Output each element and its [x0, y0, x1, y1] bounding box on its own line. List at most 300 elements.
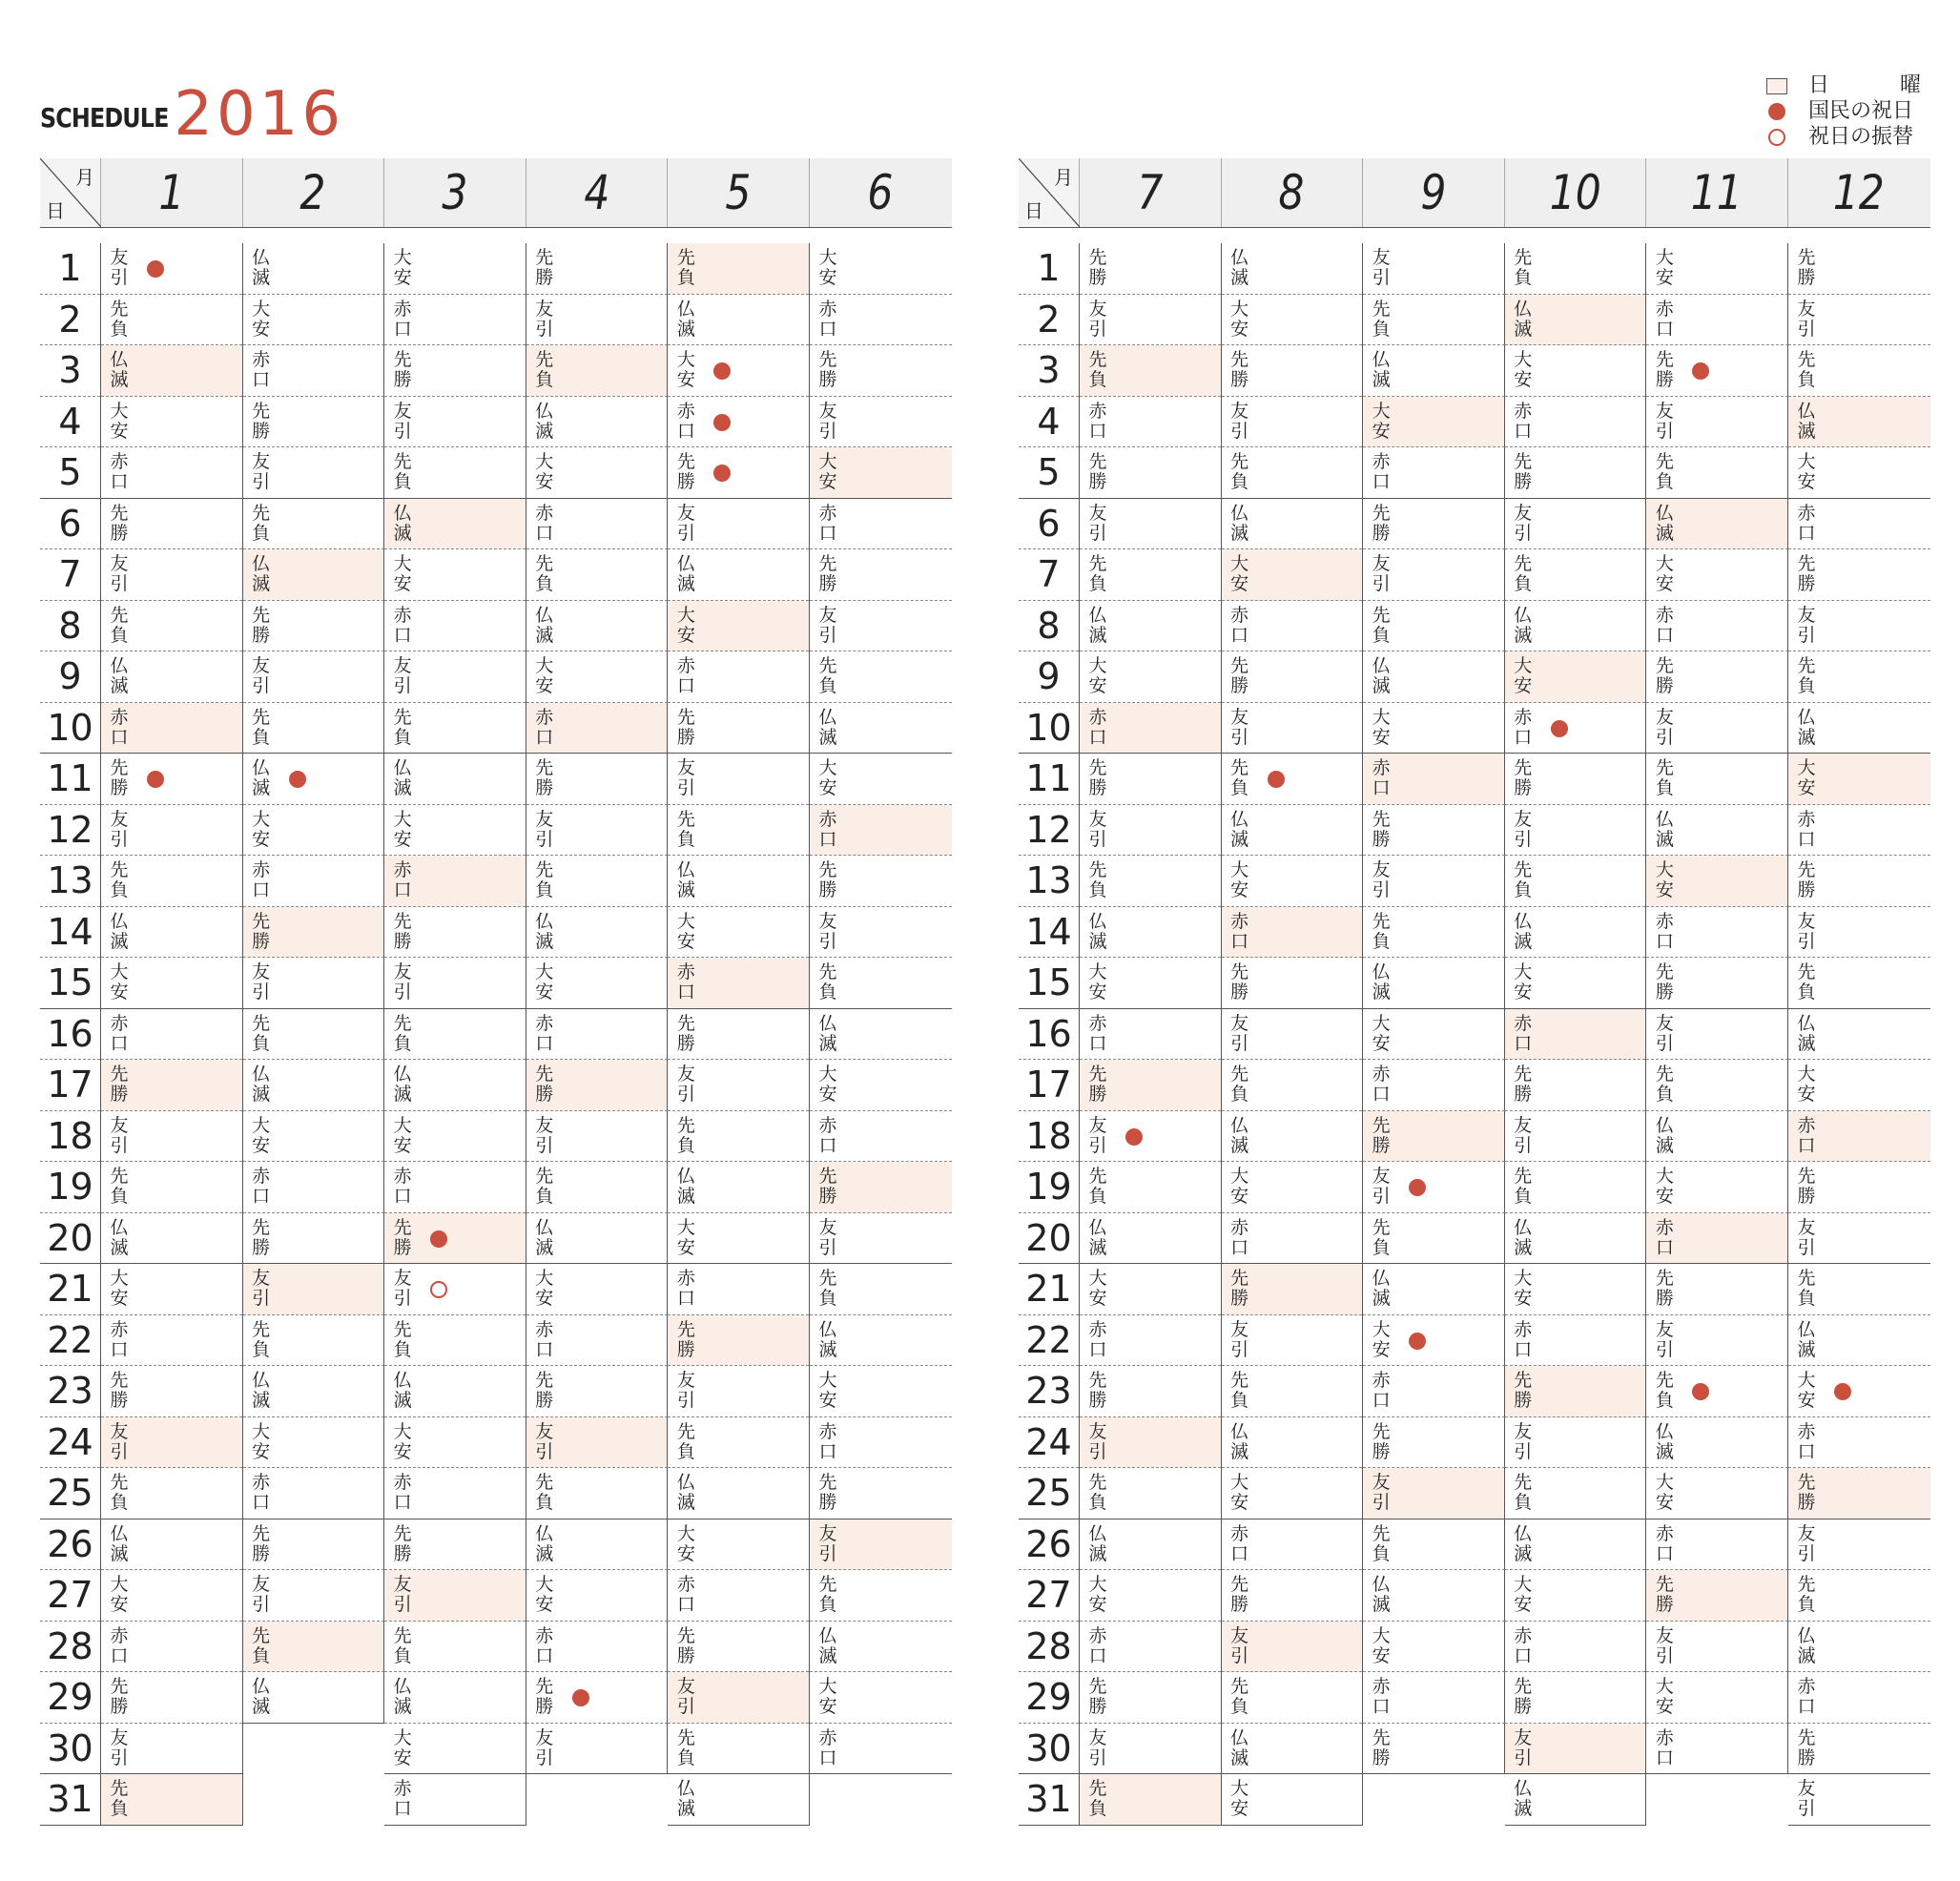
day-cell[interactable]	[810, 1417, 952, 1469]
day-cell[interactable]	[1505, 549, 1646, 601]
day-cell[interactable]	[1788, 1213, 1930, 1265]
day-cell[interactable]	[526, 958, 669, 1009]
day-cell[interactable]	[1222, 295, 1363, 346]
day-cell[interactable]	[1363, 1111, 1505, 1163]
day-cell[interactable]	[1788, 907, 1930, 959]
day-cell[interactable]	[1363, 499, 1505, 550]
day-cell[interactable]	[1646, 1519, 1788, 1571]
day-cell[interactable]	[1505, 1672, 1646, 1724]
day-cell[interactable]	[101, 1774, 242, 1826]
day-cell[interactable]	[1080, 397, 1221, 448]
day-cell[interactable]	[810, 1264, 952, 1315]
day-cell[interactable]	[1788, 1468, 1930, 1519]
day-cell[interactable]	[810, 1366, 952, 1417]
day-cell[interactable]	[101, 856, 242, 907]
day-cell[interactable]	[668, 1162, 809, 1213]
day-cell[interactable]	[526, 345, 669, 397]
day-cell[interactable]	[1080, 1519, 1221, 1571]
day-cell[interactable]	[526, 499, 669, 550]
day-cell[interactable]	[243, 397, 385, 448]
day-cell[interactable]	[1080, 499, 1221, 550]
day-cell[interactable]	[1505, 1315, 1646, 1367]
day-cell[interactable]	[1646, 1162, 1788, 1213]
day-cell[interactable]	[526, 907, 669, 959]
day-cell[interactable]	[1080, 1417, 1221, 1469]
day-cell[interactable]	[1363, 549, 1505, 601]
day-cell[interactable]	[526, 1111, 669, 1163]
day-cell[interactable]	[1363, 345, 1505, 397]
day-cell[interactable]	[243, 1315, 385, 1367]
day-cell[interactable]	[1080, 1060, 1221, 1111]
day-cell[interactable]	[101, 499, 242, 550]
day-cell[interactable]	[668, 345, 809, 397]
day-cell[interactable]	[526, 754, 669, 805]
day-cell[interactable]	[810, 1570, 952, 1622]
day-cell[interactable]	[1505, 1519, 1646, 1571]
day-cell[interactable]	[1788, 1162, 1930, 1213]
day-cell[interactable]	[1363, 1366, 1505, 1417]
day-cell[interactable]	[668, 805, 809, 857]
day-cell[interactable]	[1788, 1111, 1930, 1163]
day-cell[interactable]	[101, 1162, 242, 1213]
day-cell[interactable]	[1646, 1622, 1788, 1673]
day-cell[interactable]	[810, 1009, 952, 1061]
day-cell[interactable]	[668, 907, 809, 959]
day-cell[interactable]	[1505, 856, 1646, 907]
day-cell[interactable]	[668, 549, 809, 601]
day-cell[interactable]	[1222, 447, 1363, 499]
day-cell[interactable]	[243, 856, 385, 907]
day-cell[interactable]	[384, 1264, 526, 1315]
day-cell[interactable]	[1222, 397, 1363, 448]
day-cell[interactable]	[668, 1570, 809, 1622]
day-cell[interactable]	[526, 447, 669, 499]
day-cell[interactable]	[1363, 1724, 1505, 1775]
day-cell[interactable]	[1222, 754, 1363, 805]
day-cell[interactable]	[1363, 1162, 1505, 1213]
day-cell[interactable]	[1222, 1213, 1363, 1265]
day-cell[interactable]	[1788, 397, 1930, 448]
day-cell[interactable]	[1505, 243, 1646, 295]
day-cell[interactable]	[1788, 345, 1930, 397]
day-cell[interactable]	[243, 805, 385, 857]
day-cell[interactable]	[384, 907, 526, 959]
day-cell[interactable]	[243, 1468, 385, 1519]
day-cell[interactable]	[526, 601, 669, 652]
day-cell[interactable]	[101, 1468, 242, 1519]
day-cell[interactable]	[526, 1672, 669, 1724]
day-cell[interactable]	[243, 601, 385, 652]
day-cell[interactable]	[668, 1774, 809, 1826]
day-cell[interactable]	[526, 295, 669, 346]
day-cell[interactable]	[1363, 703, 1505, 754]
day-cell[interactable]	[1080, 549, 1221, 601]
day-cell[interactable]	[1363, 1622, 1505, 1673]
day-cell[interactable]	[243, 1111, 385, 1163]
day-cell[interactable]	[101, 243, 242, 295]
day-cell[interactable]	[1080, 1162, 1221, 1213]
day-cell[interactable]	[384, 1519, 526, 1571]
day-cell[interactable]	[810, 1111, 952, 1163]
day-cell[interactable]	[668, 1009, 809, 1061]
day-cell[interactable]	[1222, 1468, 1363, 1519]
day-cell[interactable]	[101, 1315, 242, 1367]
day-cell[interactable]	[1646, 243, 1788, 295]
day-cell[interactable]	[1505, 1366, 1646, 1417]
day-cell[interactable]	[1788, 1672, 1930, 1724]
day-cell[interactable]	[668, 1366, 809, 1417]
day-cell[interactable]	[1788, 1264, 1930, 1315]
day-cell[interactable]	[384, 295, 526, 346]
day-cell[interactable]	[1505, 805, 1646, 857]
day-cell[interactable]	[384, 499, 526, 550]
day-cell[interactable]	[243, 1366, 385, 1417]
day-cell[interactable]	[810, 499, 952, 550]
day-cell[interactable]	[1222, 856, 1363, 907]
day-cell[interactable]	[243, 754, 385, 805]
day-cell[interactable]	[1505, 1060, 1646, 1111]
day-cell[interactable]	[101, 1366, 242, 1417]
day-cell[interactable]	[1646, 651, 1788, 703]
day-cell[interactable]	[1646, 549, 1788, 601]
day-cell[interactable]	[1363, 1060, 1505, 1111]
day-cell[interactable]	[810, 754, 952, 805]
day-cell[interactable]	[1080, 1468, 1221, 1519]
day-cell[interactable]	[1222, 703, 1363, 754]
day-cell[interactable]	[384, 1724, 526, 1775]
day-cell[interactable]	[1080, 958, 1221, 1009]
day-cell[interactable]	[668, 499, 809, 550]
day-cell[interactable]	[1505, 1111, 1646, 1163]
day-cell[interactable]	[668, 1724, 809, 1775]
day-cell[interactable]	[526, 1264, 669, 1315]
day-cell[interactable]	[1505, 1264, 1646, 1315]
day-cell[interactable]	[243, 907, 385, 959]
day-cell[interactable]	[668, 754, 809, 805]
day-cell[interactable]	[101, 1672, 242, 1724]
day-cell[interactable]	[1080, 1213, 1221, 1265]
day-cell[interactable]	[1363, 1570, 1505, 1622]
day-cell[interactable]	[1363, 1468, 1505, 1519]
day-cell[interactable]	[243, 1417, 385, 1469]
day-cell[interactable]	[1222, 601, 1363, 652]
day-cell[interactable]	[1505, 1724, 1646, 1775]
day-cell[interactable]	[1505, 447, 1646, 499]
day-cell[interactable]	[1080, 1366, 1221, 1417]
day-cell[interactable]	[1222, 1264, 1363, 1315]
day-cell[interactable]	[1363, 907, 1505, 959]
day-cell[interactable]	[1363, 1315, 1505, 1367]
day-cell[interactable]	[1363, 958, 1505, 1009]
day-cell[interactable]	[1080, 754, 1221, 805]
day-cell[interactable]	[810, 243, 952, 295]
day-cell[interactable]	[1222, 1111, 1363, 1163]
day-cell[interactable]	[526, 549, 669, 601]
day-cell[interactable]	[1080, 1264, 1221, 1315]
day-cell[interactable]	[1505, 295, 1646, 346]
day-cell[interactable]	[1646, 1009, 1788, 1061]
day-cell[interactable]	[810, 549, 952, 601]
day-cell[interactable]	[810, 1162, 952, 1213]
day-cell[interactable]	[101, 1570, 242, 1622]
day-cell[interactable]	[101, 907, 242, 959]
day-cell[interactable]	[1363, 856, 1505, 907]
day-cell[interactable]	[1363, 754, 1505, 805]
day-cell[interactable]	[101, 958, 242, 1009]
day-cell[interactable]	[1646, 499, 1788, 550]
day-cell[interactable]	[101, 703, 242, 754]
day-cell[interactable]	[1363, 1672, 1505, 1724]
day-cell[interactable]	[1505, 1162, 1646, 1213]
day-cell[interactable]	[1788, 243, 1930, 295]
day-cell[interactable]	[1505, 651, 1646, 703]
day-cell[interactable]	[384, 1009, 526, 1061]
day-cell[interactable]	[1080, 651, 1221, 703]
day-cell[interactable]	[1363, 651, 1505, 703]
day-cell[interactable]	[243, 1213, 385, 1265]
day-cell[interactable]	[1788, 1724, 1930, 1775]
day-cell[interactable]	[384, 1417, 526, 1469]
day-cell[interactable]	[243, 1622, 385, 1673]
day-cell[interactable]	[1505, 1009, 1646, 1061]
day-cell[interactable]	[668, 1672, 809, 1724]
day-cell[interactable]	[1222, 805, 1363, 857]
day-cell[interactable]	[1222, 651, 1363, 703]
day-cell[interactable]	[526, 1622, 669, 1673]
day-cell[interactable]	[1080, 1570, 1221, 1622]
day-cell[interactable]	[526, 1009, 669, 1061]
day-cell[interactable]	[384, 1111, 526, 1163]
day-cell[interactable]	[1222, 1162, 1363, 1213]
day-cell[interactable]	[810, 907, 952, 959]
day-cell[interactable]	[1646, 805, 1788, 857]
day-cell[interactable]	[668, 703, 809, 754]
day-cell[interactable]	[243, 1672, 385, 1724]
day-cell[interactable]	[1080, 907, 1221, 959]
day-cell[interactable]	[1646, 703, 1788, 754]
day-cell[interactable]	[1080, 1672, 1221, 1724]
day-cell[interactable]	[668, 958, 809, 1009]
day-cell[interactable]	[384, 1366, 526, 1417]
day-cell[interactable]	[526, 1060, 669, 1111]
day-cell[interactable]	[810, 397, 952, 448]
day-cell[interactable]	[1505, 499, 1646, 550]
day-cell[interactable]	[1363, 447, 1505, 499]
day-cell[interactable]	[384, 958, 526, 1009]
day-cell[interactable]	[243, 295, 385, 346]
day-cell[interactable]	[1222, 958, 1363, 1009]
day-cell[interactable]	[526, 805, 669, 857]
day-cell[interactable]	[1363, 397, 1505, 448]
day-cell[interactable]	[810, 447, 952, 499]
day-cell[interactable]	[668, 295, 809, 346]
day-cell[interactable]	[101, 447, 242, 499]
day-cell[interactable]	[1505, 754, 1646, 805]
day-cell[interactable]	[1363, 1009, 1505, 1061]
day-cell[interactable]	[1646, 397, 1788, 448]
day-cell[interactable]	[384, 601, 526, 652]
day-cell[interactable]	[668, 1468, 809, 1519]
day-cell[interactable]	[810, 295, 952, 346]
day-cell[interactable]	[384, 549, 526, 601]
day-cell[interactable]	[101, 805, 242, 857]
day-cell[interactable]	[1080, 447, 1221, 499]
day-cell[interactable]	[101, 1417, 242, 1469]
day-cell[interactable]	[526, 703, 669, 754]
day-cell[interactable]	[1505, 1417, 1646, 1469]
day-cell[interactable]	[1788, 958, 1930, 1009]
day-cell[interactable]	[243, 958, 385, 1009]
day-cell[interactable]	[810, 1213, 952, 1265]
day-cell[interactable]	[1080, 1774, 1221, 1826]
day-cell[interactable]	[1222, 243, 1363, 295]
day-cell[interactable]	[243, 1519, 385, 1571]
day-cell[interactable]	[810, 856, 952, 907]
day-cell[interactable]	[1222, 1570, 1363, 1622]
day-cell[interactable]	[1363, 1264, 1505, 1315]
day-cell[interactable]	[384, 1672, 526, 1724]
day-cell[interactable]	[1788, 1622, 1930, 1673]
day-cell[interactable]	[1788, 856, 1930, 907]
day-cell[interactable]	[1788, 1519, 1930, 1571]
day-cell[interactable]	[101, 1111, 242, 1163]
day-cell[interactable]	[243, 499, 385, 550]
day-cell[interactable]	[526, 397, 669, 448]
day-cell[interactable]	[1363, 601, 1505, 652]
day-cell[interactable]	[1646, 295, 1788, 346]
day-cell[interactable]	[1363, 805, 1505, 857]
day-cell[interactable]	[526, 1468, 669, 1519]
day-cell[interactable]	[101, 1519, 242, 1571]
day-cell[interactable]	[1222, 1724, 1363, 1775]
day-cell[interactable]	[1222, 907, 1363, 959]
day-cell[interactable]	[1222, 1774, 1363, 1826]
day-cell[interactable]	[526, 1570, 669, 1622]
day-cell[interactable]	[668, 397, 809, 448]
day-cell[interactable]	[384, 805, 526, 857]
day-cell[interactable]	[101, 1264, 242, 1315]
day-cell[interactable]	[101, 1622, 242, 1673]
day-cell[interactable]	[384, 703, 526, 754]
day-cell[interactable]	[1080, 1009, 1221, 1061]
day-cell[interactable]	[526, 1162, 669, 1213]
day-cell[interactable]	[1505, 1622, 1646, 1673]
day-cell[interactable]	[384, 1060, 526, 1111]
day-cell[interactable]	[384, 1570, 526, 1622]
day-cell[interactable]	[1646, 1060, 1788, 1111]
day-cell[interactable]	[101, 1213, 242, 1265]
day-cell[interactable]	[668, 243, 809, 295]
day-cell[interactable]	[1646, 856, 1788, 907]
day-cell[interactable]	[810, 1519, 952, 1571]
day-cell[interactable]	[810, 1672, 952, 1724]
day-cell[interactable]	[526, 1724, 669, 1775]
day-cell[interactable]	[526, 243, 669, 295]
day-cell[interactable]	[526, 1519, 669, 1571]
day-cell[interactable]	[101, 1724, 242, 1775]
day-cell[interactable]	[1080, 1315, 1221, 1367]
day-cell[interactable]	[243, 1162, 385, 1213]
day-cell[interactable]	[1646, 447, 1788, 499]
day-cell[interactable]	[1505, 397, 1646, 448]
day-cell[interactable]	[810, 651, 952, 703]
day-cell[interactable]	[1646, 1111, 1788, 1163]
day-cell[interactable]	[101, 345, 242, 397]
day-cell[interactable]	[668, 1111, 809, 1163]
day-cell[interactable]	[101, 1009, 242, 1061]
day-cell[interactable]	[101, 754, 242, 805]
day-cell[interactable]	[243, 1009, 385, 1061]
day-cell[interactable]	[1646, 1264, 1788, 1315]
day-cell[interactable]	[810, 1622, 952, 1673]
day-cell[interactable]	[384, 1774, 526, 1826]
day-cell[interactable]	[384, 1468, 526, 1519]
day-cell[interactable]	[1222, 1672, 1363, 1724]
day-cell[interactable]	[1646, 958, 1788, 1009]
day-cell[interactable]	[1788, 805, 1930, 857]
day-cell[interactable]	[810, 703, 952, 754]
day-cell[interactable]	[1788, 703, 1930, 754]
day-cell[interactable]	[1080, 856, 1221, 907]
day-cell[interactable]	[810, 601, 952, 652]
day-cell[interactable]	[526, 1213, 669, 1265]
day-cell[interactable]	[1646, 1570, 1788, 1622]
day-cell[interactable]	[810, 805, 952, 857]
day-cell[interactable]	[1788, 754, 1930, 805]
day-cell[interactable]	[1222, 1315, 1363, 1367]
day-cell[interactable]	[1788, 1315, 1930, 1367]
day-cell[interactable]	[384, 1622, 526, 1673]
day-cell[interactable]	[810, 1468, 952, 1519]
day-cell[interactable]	[1505, 345, 1646, 397]
day-cell[interactable]	[668, 1213, 809, 1265]
day-cell[interactable]	[1788, 549, 1930, 601]
day-cell[interactable]	[668, 1519, 809, 1571]
day-cell[interactable]	[1080, 243, 1221, 295]
day-cell[interactable]	[1363, 1519, 1505, 1571]
day-cell[interactable]	[526, 1315, 669, 1367]
day-cell[interactable]	[1646, 1468, 1788, 1519]
day-cell[interactable]	[668, 856, 809, 907]
day-cell[interactable]	[1788, 601, 1930, 652]
day-cell[interactable]	[384, 397, 526, 448]
day-cell[interactable]	[1080, 805, 1221, 857]
day-cell[interactable]	[668, 601, 809, 652]
day-cell[interactable]	[384, 345, 526, 397]
day-cell[interactable]	[1646, 907, 1788, 959]
day-cell[interactable]	[1505, 958, 1646, 1009]
day-cell[interactable]	[668, 1417, 809, 1469]
day-cell[interactable]	[101, 295, 242, 346]
day-cell[interactable]	[243, 703, 385, 754]
day-cell[interactable]	[668, 1622, 809, 1673]
day-cell[interactable]	[526, 1366, 669, 1417]
day-cell[interactable]	[810, 345, 952, 397]
day-cell[interactable]	[1222, 1009, 1363, 1061]
day-cell[interactable]	[526, 1417, 669, 1469]
day-cell[interactable]	[1080, 1724, 1221, 1775]
day-cell[interactable]	[668, 1264, 809, 1315]
day-cell[interactable]	[1788, 1774, 1930, 1826]
day-cell[interactable]	[1788, 1417, 1930, 1469]
day-cell[interactable]	[243, 1570, 385, 1622]
day-cell[interactable]	[1646, 601, 1788, 652]
day-cell[interactable]	[1788, 1060, 1930, 1111]
day-cell[interactable]	[1080, 601, 1221, 652]
day-cell[interactable]	[1646, 1417, 1788, 1469]
day-cell[interactable]	[1222, 549, 1363, 601]
day-cell[interactable]	[1505, 703, 1646, 754]
